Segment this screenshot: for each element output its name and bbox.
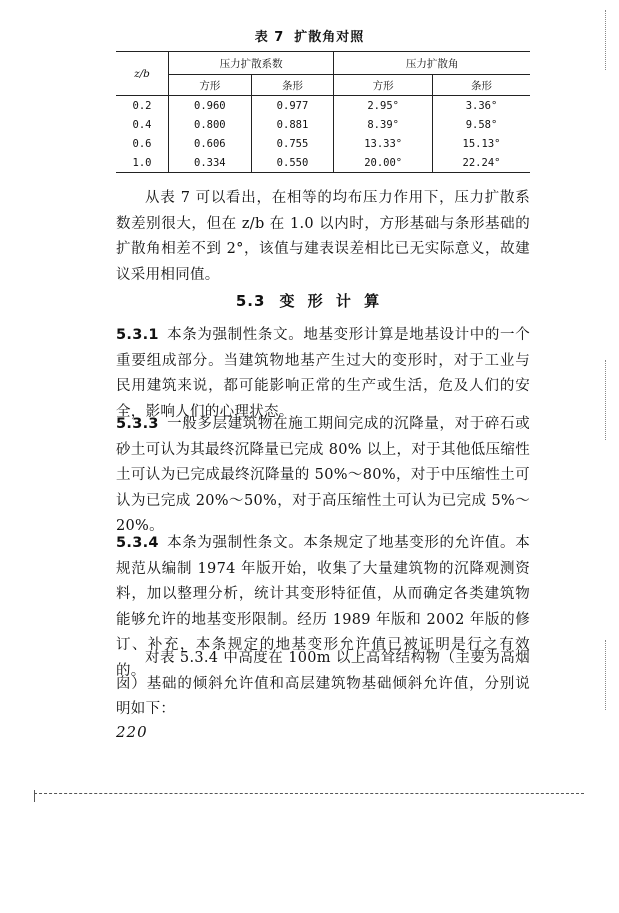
- table-caption-title: 扩散角对照: [294, 30, 365, 45]
- page-edge-mark: [605, 640, 606, 710]
- table-cell: 0.800: [169, 115, 252, 134]
- table-row: [116, 134, 530, 153]
- scan-edge-mark: [34, 790, 35, 802]
- table-cell: 13.33°: [334, 134, 433, 153]
- table-cell: 0.606: [169, 134, 252, 153]
- table-cell: 0.4: [116, 115, 169, 134]
- table-cell: 1.0: [116, 153, 169, 173]
- clause-5-3-3: [116, 412, 530, 540]
- table-cell: 0.755: [251, 134, 334, 153]
- page-edge-mark: [605, 360, 606, 440]
- table-cell: 22.24°: [433, 153, 530, 173]
- paragraph-table-discussion: 从表 7 可以看出，在相等的均布压力作用下，压力扩散系数差别很大，但在 z/b 在 1.0 以内时，方形基础与条形基础的扩散角相差不到 2°，该值与建表误差相比已无实际意义，故建议采用相同值。: [116, 190, 530, 283]
- table-cell: 3.36°: [465, 99, 498, 112]
- table-cell: 8.39°: [334, 115, 433, 134]
- table-cell: 0.977: [251, 96, 334, 116]
- header-zb: z/b: [116, 52, 169, 96]
- table-cell: 0.550: [251, 153, 334, 173]
- table-cell: 9.58°: [465, 118, 498, 131]
- section-number: 5.3: [235, 292, 266, 310]
- table-cell: 20.00°: [334, 153, 433, 173]
- table-cell: 2.95°: [334, 96, 433, 116]
- table-cell: 0.2: [116, 96, 169, 116]
- section-title: 变 形 计 算: [279, 292, 384, 310]
- subheader-strip-2: 条形: [433, 75, 530, 96]
- subheader-square-2: 方形: [334, 75, 433, 96]
- table-cell: 0.334: [169, 153, 252, 173]
- table-cell: 15.13°: [462, 137, 501, 150]
- section-heading: [0, 290, 619, 311]
- scan-divider-line: [34, 793, 584, 794]
- page-number: 220: [116, 723, 148, 741]
- page-edge-mark: [605, 10, 606, 70]
- table-cell: 0.6: [116, 134, 169, 153]
- table-row: [116, 153, 530, 173]
- clause-text: 本条为强制性条文。地基变形计算是地基设计中的一个重要组成部分。当建筑物地基产生过大的变形时，对于工业与民用建筑来说，都可能影响正常的生产或生活，危及人们的安全，影响人们的心理状态。: [116, 327, 530, 420]
- table-cell: 0.881: [251, 115, 334, 134]
- table-caption-number: 表 7: [254, 30, 285, 45]
- clause-number: 5.3.4: [116, 535, 159, 551]
- table-row: [116, 96, 530, 116]
- clause-number: 5.3.1: [116, 327, 159, 343]
- subheader-square-1: 方形: [169, 75, 252, 96]
- table-cell: 0.960: [169, 96, 252, 116]
- table-caption: [0, 26, 619, 45]
- subheader-strip-1: 条形: [251, 75, 334, 96]
- paragraph-tilt-intro: 对表 5.3.4 中高度在 100m 以上高耸结构物（主要为高烟囱）基础的倾斜允许值和高层建筑物基础倾斜允许值，分别说明如下：: [116, 650, 530, 717]
- diffusion-angle-table: [116, 51, 530, 173]
- header-pressure-coefficient: 压力扩散系数: [169, 52, 334, 75]
- clause-text: 一般多层建筑物在施工期间完成的沉降量，对于碎石或砂土可认为其最终沉降量已完成 80% 以上，对于其他低压缩性土可认为已完成最终沉降量的 50%～80%，对于中压缩性土可认为已完成 20%～50%，对于高压缩性土可认为已完成 5%～20%。: [116, 416, 530, 534]
- header-pressure-angle: 压力扩散角: [334, 52, 530, 75]
- clause-5-3-1: [116, 323, 530, 425]
- table-row: [116, 115, 530, 134]
- clause-number: 5.3.3: [116, 416, 159, 432]
- clause-text: 本条为强制性条文。本条规定了地基变形的允许值。本规范从编制 1974 年版开始，收集了大量建筑物的沉降观测资料，加以整理分析，统计其变形特征值，从而确定各类建筑物能够允许的地基变形限制。经历 1989 年版和 2002 年版的修订、补充，本条规定的地基变形允许值已被证明是行之有效的。: [116, 535, 530, 679]
